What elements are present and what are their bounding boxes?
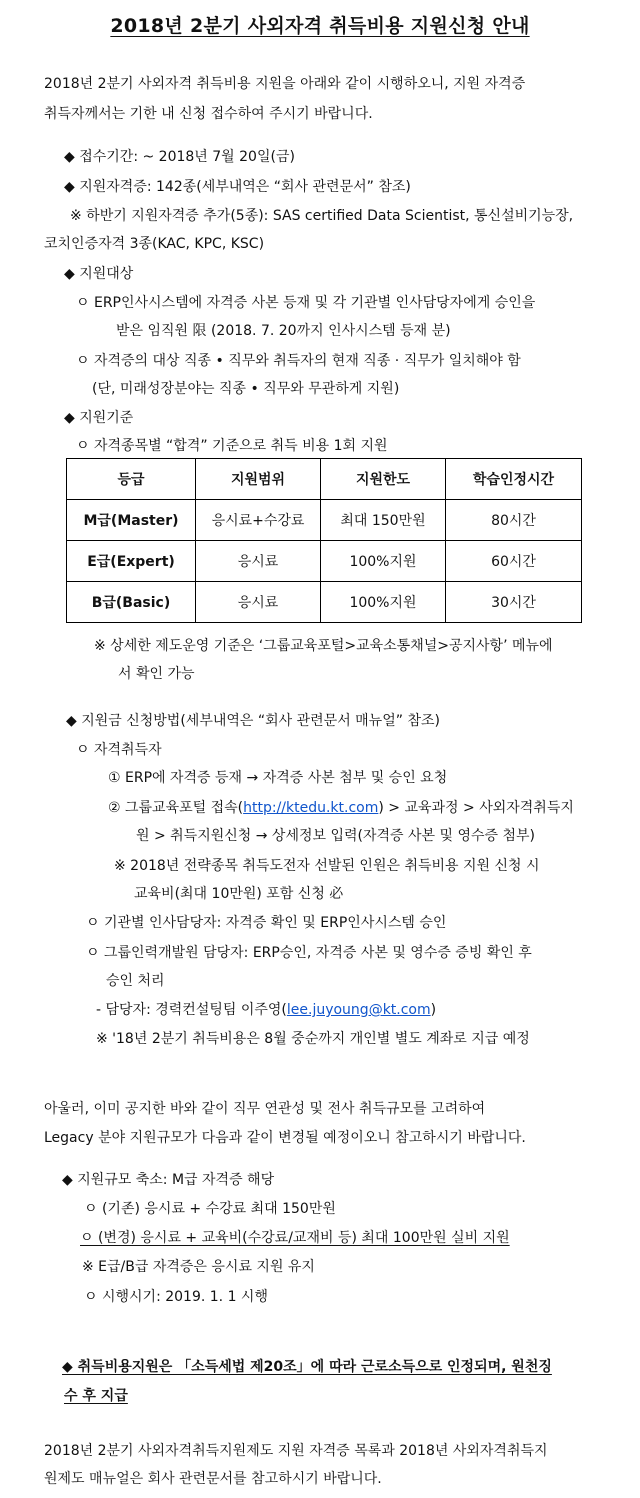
- limit-cell: 100%지원: [321, 582, 446, 623]
- method-step-2-line-1: [108, 798, 574, 818]
- scope-cell: 응시료: [196, 541, 321, 582]
- contact-pre: - 담당자: 경력컨설팅팀 이주영(: [96, 1002, 287, 1018]
- limit-cell: 100%지원: [321, 541, 446, 582]
- method-sub-heading: ㅇ 자격취득자: [76, 742, 162, 758]
- grade-cell: M급(Master): [67, 500, 196, 541]
- also-line-2: Legacy 분야 지원규모가 다음과 같이 변경될 예정이오니 참고하시기 바랍니다.: [44, 1130, 526, 1146]
- target-item-1-line-1: ㅇ ERP인사시스템에 자격증 사본 등재 및 각 기관별 인사담당자에게 승인을: [76, 295, 536, 311]
- page-title: 2018년 2분기 사외자격 취득비용 지원신청 안내: [110, 15, 530, 37]
- header-limit: 지원한도: [321, 459, 446, 500]
- also-line-1: 아울러, 이미 공지한 바와 같이 직무 연관성 및 전사 취득규모를 고려하여: [44, 1101, 486, 1117]
- closing-line-1: 2018년 2분기 사외자격취득지원제도 지원 자격증 목록과 2018년 사외자격취득지: [44, 1443, 548, 1459]
- grade-cell: E급(Expert): [67, 541, 196, 582]
- contact-post: ): [430, 1002, 437, 1018]
- contact-email-link[interactable]: lee.juyoung@kt.com: [286, 1002, 431, 1018]
- method-step-2-note-2: 교육비(최대 10만원) 포함 신청 必: [134, 886, 344, 902]
- portal-link[interactable]: http://ktedu.kt.com: [243, 800, 379, 816]
- table-row: [67, 541, 582, 582]
- intro-line-2: 취득자께서는 기한 내 신청 접수하여 주시기 바랍니다.: [44, 106, 373, 122]
- method-hrd-line-1: ㅇ 그룹인력개발원 담당자: ERP승인, 자격증 사본 및 영수증 증빙 확인 후: [86, 945, 532, 961]
- intro-line-1: 2018년 2분기 사외자격 취득비용 지원을 아래와 같이 시행하오니, 지원 자격증: [44, 76, 526, 92]
- target-heading: ◆ 지원대상: [64, 266, 134, 282]
- scale-before: ㅇ (기존) 응시료 + 수강료 최대 150만원: [84, 1201, 336, 1217]
- method-step-2-post: ) > 교육과정 > 사외자격취득지: [378, 800, 574, 816]
- criteria-heading: ◆ 지원기준: [64, 410, 134, 426]
- target-item-1-line-2: 받은 임직원 限 (2018. 7. 20까지 인사시스템 등재 분): [116, 323, 451, 339]
- limit-cell: 최대 150만원: [321, 500, 446, 541]
- hours-cell: 30시간: [446, 582, 582, 623]
- scale-after: ㅇ (변경) 응시료 + 교육비(수강료/교재비 등) 최대 100만원 실비 지원: [80, 1230, 510, 1246]
- method-step-2-pre: ② 그룹교육포털 접속(: [108, 800, 244, 816]
- added-qualification-line-2: 코치인증자격 3종(KAC, KPC, KSC): [44, 236, 265, 252]
- closing-line-2: 원제도 매뉴얼은 회사 관련문서를 참고하시기 바랍니다.: [44, 1471, 382, 1487]
- scale-heading: ◆ 지원규모 축소: M급 자격증 해당: [62, 1172, 275, 1188]
- period-text: ◆ 접수기간: ~ 2018년 7월 20일(금): [64, 149, 295, 165]
- method-step-2-line-2: 원 > 취득지원신청 → 상세정보 입력(자격증 사본 및 영수증 첨부): [136, 828, 536, 844]
- method-step-2-note-1: ※ 2018년 전략종목 취득도전자 선발된 인원은 취득비용 지원 신청 시: [114, 858, 540, 874]
- note-line-2: 서 확인 가능: [118, 666, 195, 682]
- method-hrd-line-2: 승인 처리: [106, 973, 165, 989]
- criteria-item: ㅇ 자격종목별 “합격” 기준으로 취득 비용 1회 지원: [76, 438, 388, 454]
- added-qualification-line-1: ※ 하반기 지원자격증 추가(5종): SAS certified Data Scientist, 통신설비기능장,: [70, 208, 574, 224]
- grade-cell: B급(Basic): [67, 582, 196, 623]
- grade-table: [66, 458, 582, 623]
- scale-date: ㅇ 시행시기: 2019. 1. 1 시행: [84, 1289, 268, 1305]
- method-heading: ◆ 지원금 신청방법(세부내역은 “회사 관련문서 매뉴얼” 참조): [66, 713, 440, 729]
- tax-line-1: ◆ 취득비용지원은 「소득세법 제20조」에 따라 근로소득으로 인정되며, 원천징: [62, 1359, 552, 1375]
- hours-cell: 80시간: [446, 500, 582, 541]
- method-step-1: ① ERP에 자격증 등재 → 자격증 사본 첨부 및 승인 요청: [108, 770, 448, 786]
- hours-cell: 60시간: [446, 541, 582, 582]
- header-hours: 학습인정시간: [446, 459, 582, 500]
- table-row: [67, 582, 582, 623]
- header-grade: 등급: [67, 459, 196, 500]
- header-scope: 지원범위: [196, 459, 321, 500]
- table-header-row: [67, 459, 582, 500]
- scope-cell: 응시료: [196, 582, 321, 623]
- tax-line-2: 수 후 지급: [64, 1388, 128, 1404]
- scale-eb-note: ※ E급/B급 자격증은 응시료 지원 유지: [82, 1259, 315, 1275]
- scope-cell: 응시료+수강료: [196, 500, 321, 541]
- method-org-hr: ㅇ 기관별 인사담당자: 자격증 확인 및 ERP인사시스템 승인: [86, 915, 447, 931]
- table-row: [67, 500, 582, 541]
- qualification-text: ◆ 지원자격증: 142종(세부내역은 “회사 관련문서” 참조): [64, 179, 411, 195]
- method-payment-note: ※ '18년 2분기 취득비용은 8월 중순까지 개인별 별도 계좌로 지급 예정: [96, 1031, 530, 1047]
- target-item-2-line-1: ㅇ 자격증의 대상 직종 • 직무와 취득자의 현재 직종 · 직무가 일치해야 함: [76, 353, 521, 369]
- method-contact: [96, 1000, 436, 1020]
- target-item-2-line-2: (단, 미래성장분야는 직종 • 직무와 무관하게 지원): [92, 381, 400, 397]
- note-line-1: ※ 상세한 제도운영 기준은 ‘그룹교육포털>교육소통채널>공지사항’ 메뉴에: [94, 638, 553, 654]
